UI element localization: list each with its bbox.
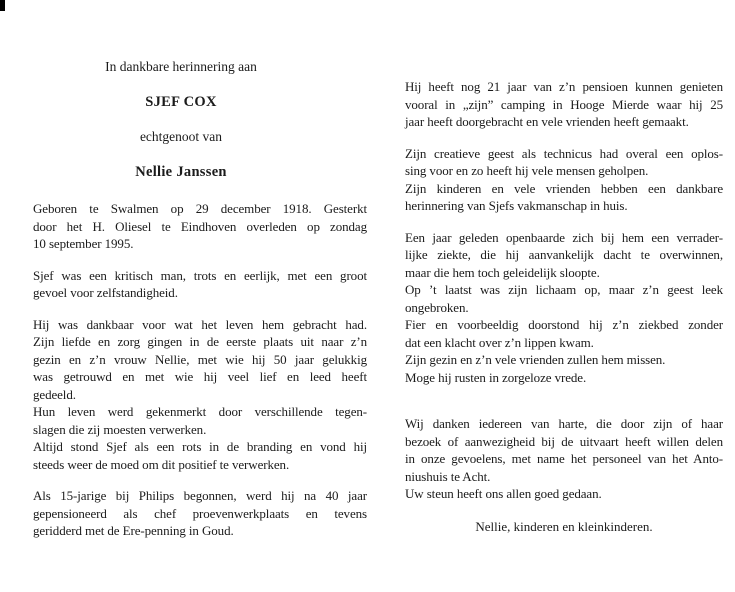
text-line: Als 15-jarige bij Philips begonnen, werd hij na 40 jaar — [33, 488, 367, 503]
text-line: Op ’t laatst was zijn lichaam op, maar z’n geest leek — [405, 282, 723, 297]
left-paragraphs — [33, 200, 367, 540]
text-line: lijke ziekte, die hij aanvankelijk dacht te overwinnen, — [405, 247, 723, 262]
text-line: Moge hij rusten in zorgeloze vrede. — [405, 369, 587, 385]
text-line: Zijn kinderen en vele vrienden hebben een dankbare — [405, 180, 723, 196]
text-line: Zijn gezin en z’n vele vrienden zullen hem missen. — [405, 352, 666, 367]
text-line: bezoek of aanwezigheid bij de uitvaart heeft willen delen — [405, 433, 723, 449]
text-line: Fier en voorbeeldig doorstond hij z’n ziekbed zonder — [405, 317, 723, 332]
text-line: Hij heeft nog 21 jaar van z’n pensioen kunnen genieten — [405, 79, 723, 94]
spouse-name: Nellie Janssen — [135, 164, 227, 180]
text-line: vooral in „zijn” camping in Hooge Mierde waar hij 25 — [405, 96, 723, 112]
text-line: ongebroken. — [405, 299, 469, 315]
text-line: sing voor en zo heeft hij vele mensen geholpen. — [405, 163, 649, 178]
text-line: Een jaar geleden openbaarde zich bij hem een verrader- — [405, 229, 723, 245]
signature-line: Nellie, kinderen en kleinkinderen. — [475, 518, 653, 534]
text-line: gedeeld. — [33, 386, 76, 402]
scan-artifact — [0, 0, 5, 11]
text-line: gepensioneerd als chef proevenwerkplaats en tevens — [33, 505, 367, 521]
text-line: maar die hem toch geleidelijk sloopte. — [405, 264, 600, 280]
paragraph — [33, 316, 367, 474]
paragraph — [405, 180, 723, 215]
paragraph — [33, 200, 367, 253]
left-column — [33, 60, 367, 540]
paragraph — [405, 229, 723, 387]
text-line: Wij danken iedereen van harte, die door zijn of haar — [405, 416, 723, 431]
text-line: in onze gevoelens, met name het personeel van het Anto- — [405, 451, 723, 466]
paragraph — [33, 487, 367, 540]
text-line: door het H. Oliesel te Eindhoven overleden op zondag — [33, 218, 367, 234]
text-line: Altijd stond Sjef als een rots in de branding en vond hij — [33, 439, 367, 454]
text-line: Sjef was een kritisch man, trots en eerlijk, met een groot — [33, 267, 367, 283]
text-line: Hun leven werd gekenmerkt door verschillende tegen- — [33, 404, 367, 419]
text-line: steeds weer de moed om dit positief te verwerken. — [33, 456, 290, 472]
text-line: was getrouwd en met wie hij veel lief en leed heeft — [33, 369, 367, 384]
text-line: niushuis te Acht. — [405, 468, 491, 484]
text-line: Uw steun heeft ons allen goed gedaan. — [405, 486, 602, 501]
deceased-name: SJEF COX — [145, 94, 217, 110]
text-line: 10 september 1995. — [33, 236, 134, 251]
paragraph — [405, 145, 723, 180]
text-line: dat een klacht over z’n lippen kwam. — [405, 334, 594, 350]
text-line: jaar heeft doorgebracht en vele vrienden heeft gemaakt. — [405, 114, 689, 129]
paragraph — [33, 267, 367, 302]
text-line: Hij was dankbaar voor wat het leven hem gebracht had. — [33, 316, 367, 332]
heading-block — [33, 60, 367, 179]
right-column — [405, 78, 723, 535]
paragraph — [405, 415, 723, 503]
text-line: Zijn liefde en zorg gingen in de eerste plaats uit naar z’n — [33, 334, 367, 349]
right-paragraphs — [405, 78, 723, 503]
text-line: geridderd met de Ere-penning in Goud. — [33, 523, 234, 538]
text-line: slagen die zij moesten verwerken. — [33, 421, 207, 437]
text-line: gevoel voor zelfstandigheid. — [33, 285, 178, 300]
text-line: herinnering van Sjefs vakmanschap in huis. — [405, 198, 628, 213]
relation-label: echtgenoot van — [139, 129, 223, 144]
heading-intro: In dankbare herinnering aan — [105, 59, 257, 74]
text-line: Zijn creatieve geest als technicus had overal een oplos- — [405, 145, 723, 161]
paragraph — [405, 78, 723, 131]
text-line: Geboren te Swalmen op 29 december 1918. Gesterkt — [33, 201, 367, 216]
text-line: gezin en z’n vrouw Nellie, met wie hij 50 jaar gelukkig — [33, 351, 367, 367]
